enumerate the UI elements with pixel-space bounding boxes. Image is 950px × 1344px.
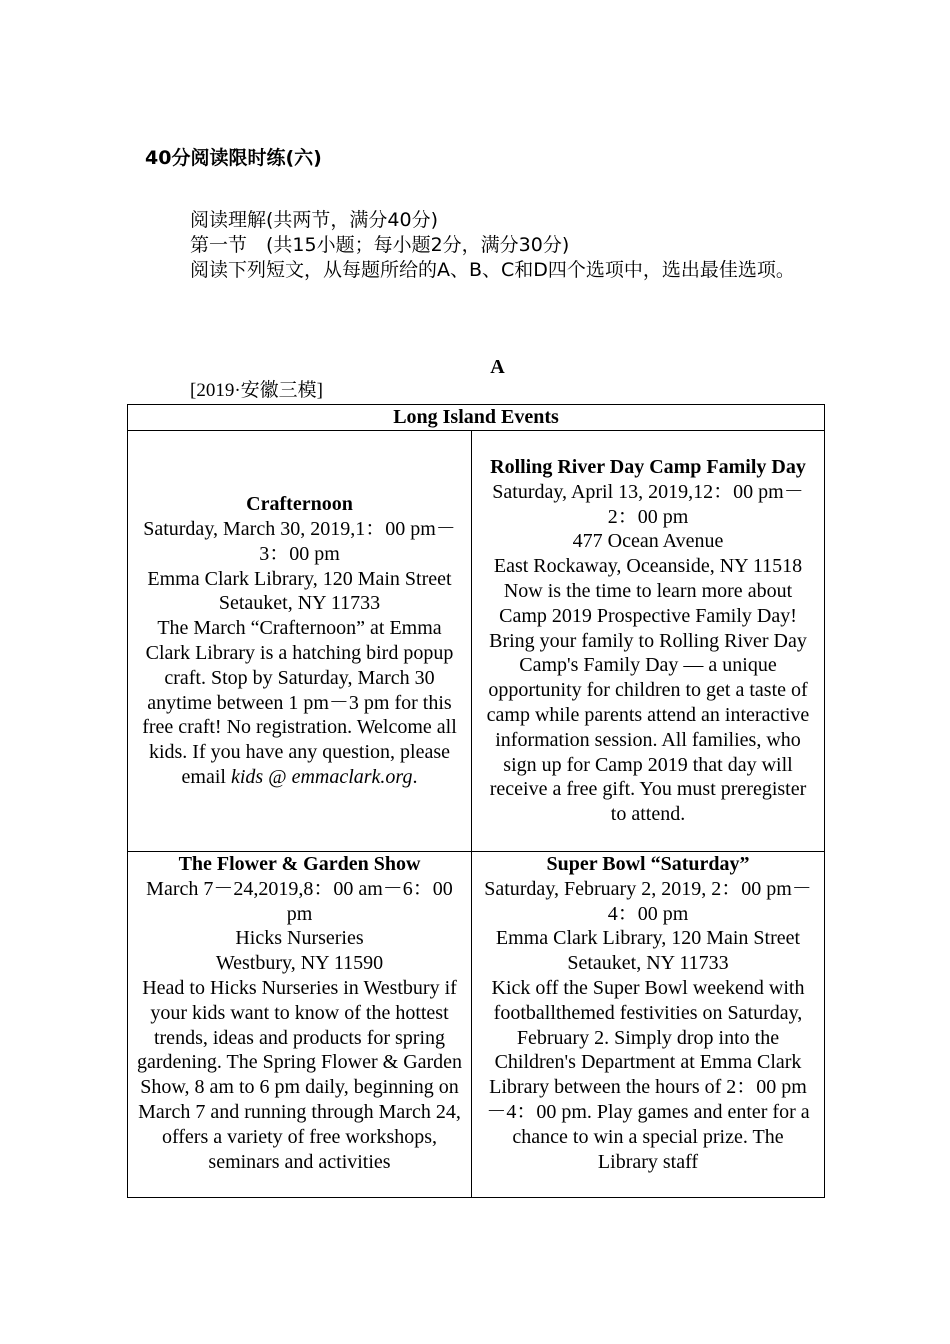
- event-description: Now is the time to learn more about Camp 2019 Prospective Family Day! Bring your family to Rolling River Day Camp's Family Day — a unique opportunity for children to get a taste of camp while parents attend an interactive information session. All families, who sign up for Camp 2019 that day will receive a free gift. You must preregister to attend.: [486, 580, 810, 826]
- event-description: [136, 616, 463, 790]
- event-place: Emma Clark Library, 120 Main Street: [147, 567, 452, 590]
- instructions: [145, 208, 810, 283]
- event-place: 477 Ocean Avenue: [572, 530, 724, 553]
- event-cell-rolling-river: [472, 431, 825, 852]
- event-cell-crafternoon: [128, 431, 472, 852]
- event-title: Rolling River Day Camp Family Day: [490, 456, 806, 479]
- event-place: Emma Clark Library, 120 Main Street: [495, 927, 801, 950]
- event-title: The Flower & Garden Show: [178, 853, 421, 875]
- event-city: Setauket, NY 11733: [567, 952, 729, 975]
- passage-letter: A: [490, 356, 505, 378]
- event-title: Crafternoon: [246, 493, 353, 516]
- event-description: Kick off the Super Bowl weekend with footballthemed festivities on Saturday, February 2. Simply drop into the Children's Department at Emma Clark Library between the hours of 2：00 pm－4：00 pm. Play games and enter for a chance to win a special prize. The Library staff: [486, 976, 810, 1173]
- event-date: March 7－24,2019,8：00 am－6：00 pm: [146, 877, 453, 925]
- passage-source: [2019·安徽三模]: [190, 380, 323, 401]
- event-email: kids @ emmaclark.org: [230, 765, 413, 788]
- event-city: Setauket, NY 11733: [218, 592, 381, 615]
- event-cell-super-bowl: [472, 852, 825, 1198]
- event-date: Saturday, April 13, 2019,12：00 pm－2：00 pm: [492, 480, 804, 528]
- instruction-part-heading: 第一节 (共15小题；每小题2分，满分30分): [190, 234, 570, 256]
- event-city: East Rockaway, Oceanside, NY 11518: [493, 555, 803, 578]
- event-description-end: .: [412, 765, 418, 788]
- event-place: Hicks Nurseries: [235, 927, 364, 950]
- event-city: Westbury, NY 11590: [215, 952, 384, 975]
- instruction-text: 阅读下列短文，从每题所给的A、B、C和D四个选项中，选出最佳选项。: [190, 259, 795, 281]
- event-description-text: The March “Crafternoon” at Emma Clark Library is a hatching bird popup craft. Stop by Saturday, March 30 anytime between 1 pm－3 pm for this free craft! No registration. Welcome all kids. If you have any question, please email: [142, 617, 457, 788]
- event-date: Saturday, March 30, 2019,1：00 pm－3：00 pm: [143, 518, 456, 565]
- instruction-section-heading: 阅读理解(共两节，满分40分): [190, 209, 439, 231]
- event-cell-flower-garden: [128, 852, 472, 1198]
- events-table: [127, 404, 825, 1198]
- event-date: Saturday, February 2, 2019, 2：00 pm－4：00 pm: [484, 877, 812, 925]
- event-title: Super Bowl “Saturday”: [546, 853, 750, 875]
- event-description: Head to Hicks Nurseries in Westbury if your kids want to know of the hottest trends, ideas and products for spring gardening. The Spring Flower & Garden Show, 8 am to 6 pm daily, beginning on March 7 and running through March 24, offers a variety of free workshops, seminars and activities: [136, 976, 463, 1173]
- table-heading: Long Island Events: [128, 405, 825, 431]
- page-title: 40分阅读限时练(六): [145, 147, 322, 169]
